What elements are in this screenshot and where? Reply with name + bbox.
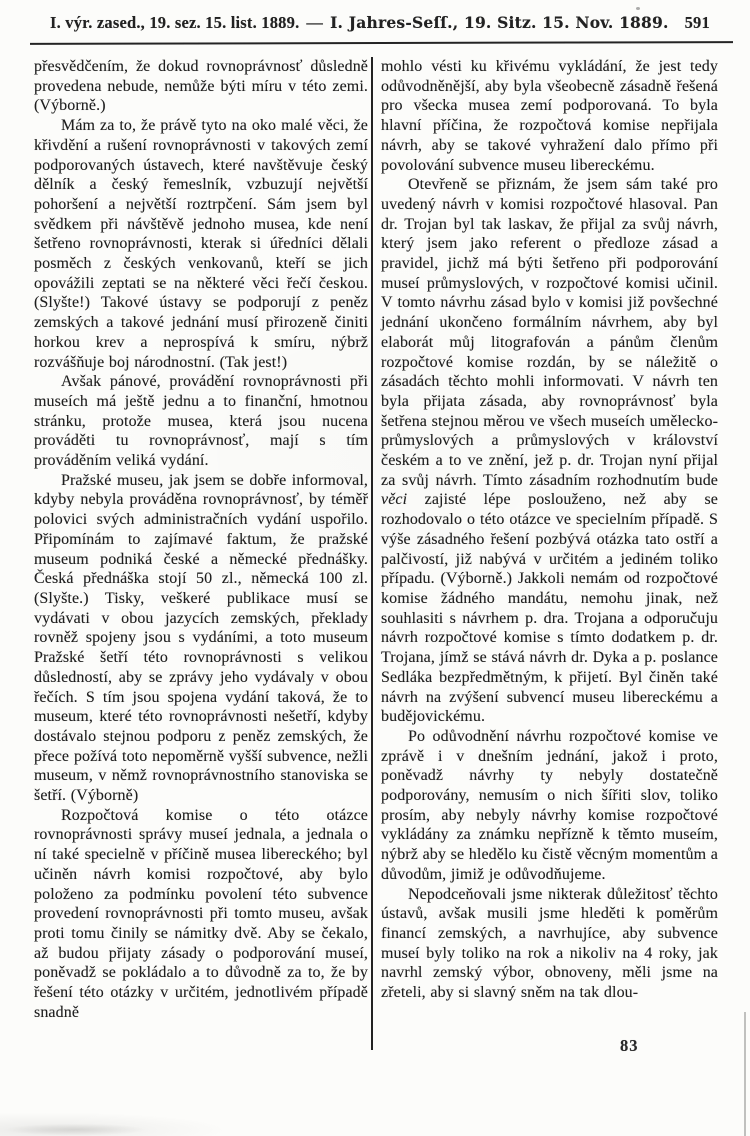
paragraph-text: Otevřeně se přiznám, že jsem sám také pro uvedený návrh v komisi rozpočtové hlasoval. Pan dr. Trojan byl tak laskav, že přijal za svůj návrh, který jsem jako referent o předloze zásad a pravidel, jichž má býti šetřeno při podporování museí průmyslových, v rozpočtové komisi učinil. V tomto návrhu zásad bylo v komisi již povšechné jednání ukončeno formálním návrhem, aby byl elaborát můj litografován a pánům členům rozpočtové komise rozdán, by se náležitě o zásadách těchto mohli informovati. V návrh ten byla přijata zásada, aby rovnoprávnosť byla šetřena stejnou měrou ve všech museích umělecko-průmyslových a průmyslových v království českém a to ve znění, jež p. dr. Trojan nyní přijal za svůj návrh. Tímto zásadním rozhodnutím bude xyxy=(381,176,718,489)
page-header xyxy=(30,13,730,33)
paragraph: Pražské museu, jak jsem se dobře informoval, kdyby nebyla prováděna rovnoprávnosť, by téměř polovici svých administračních vydání uspořilo. Připomínám to zajímavé faktum, že pražské museum podniká české a německé přednášky. Česká přednáška stojí 50 zl., německá 100 zl. (Slyšte.) Tisky, veškeré publikace musí se vydávati v obou jazycích zemských, překlady rovněž spojeny jsou s vydáními, a toto museum Pražské šetří této rovnoprávnosti s velikou důsledností, aby se zprávy jeho vydávaly v obou řečích. S tím jsou spojena vydání taková, že to museum, které této rovnoprávnosti nešetří, kdyby dostávalo stejnou podporu z peněz zemských, že přece požívá toto nepoměrně vyšší subvence, nežli museum, v němž rovnoprávnostního stanoviska se šetří. (Výborně) xyxy=(34,471,368,805)
paragraph: přesvědčením, že dokud rovnoprávnosť důsledně provedena nebude, nemůže býti míru v této zemi. (Výborně.) xyxy=(34,58,368,115)
scan-smudge xyxy=(0,1120,190,1136)
paragraph: Po odůvodnění návrhu rozpočtové komise ve zprávě i v dnešním jednání, jakož i proto, poněvadž návrhy ty nebyly dostatečně podporovány, nemusím o nich šířiti slov, toliko prosím, aby nebyly návrhy komise rozpočtové vykládány za známku nepřízně k těmto museím, nýbrž aby se hledělo ku čistě věcným momentům a důvodům, jimiž je odůvodňujeme. xyxy=(381,727,718,883)
scan-edge-line xyxy=(744,1012,746,1136)
paragraph: Avšak pánové, provádění rovnoprávnosti při museích má ještě jednu a to finanční, hmotnou stránku, protože musea, která jsou nucena prováděti tu rovnoprávnosť, mají s tím prováděním veliká vydání. xyxy=(34,373,368,470)
paragraph: Rozpočtová komise o této otázce rovnoprávnosti správy museí jednala, a jednala o ní také specielně v příčině musea libereckého; byl učiněn návrh komisi rozpočtové, aby bylo položeno za podmínku povolení této subvence provedení rovnoprávnosti při tomto museu, avšak proti tomu činily se námitky dvě. Aby se čekalo, až budou přijaty zásady o podporování museí, poněvadž se pokládalo a to důvodně za to, že by řešení této otázky v určitém, jednotlivém případě snadně xyxy=(34,806,368,1021)
page-number: 591 xyxy=(684,13,710,32)
paragraph xyxy=(381,175,718,727)
footer-sheet-number: 83 xyxy=(620,1036,639,1055)
left-column xyxy=(34,57,368,1022)
header-session-german: I. Jahres-Seſſ., 19. Sitz. 15. Nov. 1889. xyxy=(330,13,669,32)
header-separator: — xyxy=(306,13,324,32)
header-rule xyxy=(30,41,733,45)
paragraph: Nepodceňovali jsme nikterak důležitosť těchto ústavů, avšak musili jsme hleděti k poměrům financí zemských, a navrhujíce, aby subvence museí byly toliko na rok a nikoliv na 4 roky, jak navrhl zemský výbor, obnoveny, měli jsme na zřeteli, aby si slavný sněm na tak dlou- xyxy=(381,885,718,1002)
header-session-czech: I. výr. zased., 19. sez. 15. list. 1889. xyxy=(50,13,300,32)
paragraph-text: zajisté lépe poslouženo, než aby se rozhodovalo o této otázce ve specielním případě. S výše zásadného řešení pozbývá otázka tato ostří a palčivostí, již nabývá v určitém a jediném toliko případu. (Výborně.) Jakkoli nemám od rozpočtové komise žádného mandátu, nemohu jinak, než souhlasiti s návrhem p. dra. Trojana a odporučuju návrh rozpočtové komise s tímto dodatkem p. dr. Trojana, jímž se stává návrh dr. Dyka a p. poslance Sedláka bezpředmětným, k přijetí. Byl činěn také návrh na zvýšení subvencí museu libereckému a budějovickému. xyxy=(381,491,718,726)
italic-word: věci xyxy=(381,491,408,509)
paragraph: mohlo vésti ku křivému vykládání, že jest tedy odůvodněnější, aby byla všeobecně zásadně řešená pro všecka musea zemí podporovaná. To byla hlavní příčina, že rozpočtová komise nepřijala návrh, aby se takové vyhražení dalo přímo při povolování subvence museu libereckému. xyxy=(381,58,718,174)
scan-speck xyxy=(636,7,640,10)
right-column xyxy=(381,57,718,1003)
paragraph: Mám za to, že právě tyto na oko malé věci, že křivdění a rušení rovnoprávnosti v takových zemí podporovaných ústavech, které navštěvuje český dělník a český řemeslník, vzbuzují největší pohoršení a největší roztrpčení. Sám jsem byl svědkem při návštěvě jednoho musea, kde není šetřeno rovnoprávnosti, kterak si úředníci dělali posměch z českých venkovanů, kteří se jich opovážili zeptati se na některé věci řečí českou. (Slyšte!) Takové ústavy se podporují z peněz zemských a takové jednání musí přirozeně činiti horkou krev a neprospívá k smíru, nýbrž rozvášňuje boj národnostní. (Tak jest!) xyxy=(34,117,368,371)
column-divider xyxy=(371,57,373,1050)
